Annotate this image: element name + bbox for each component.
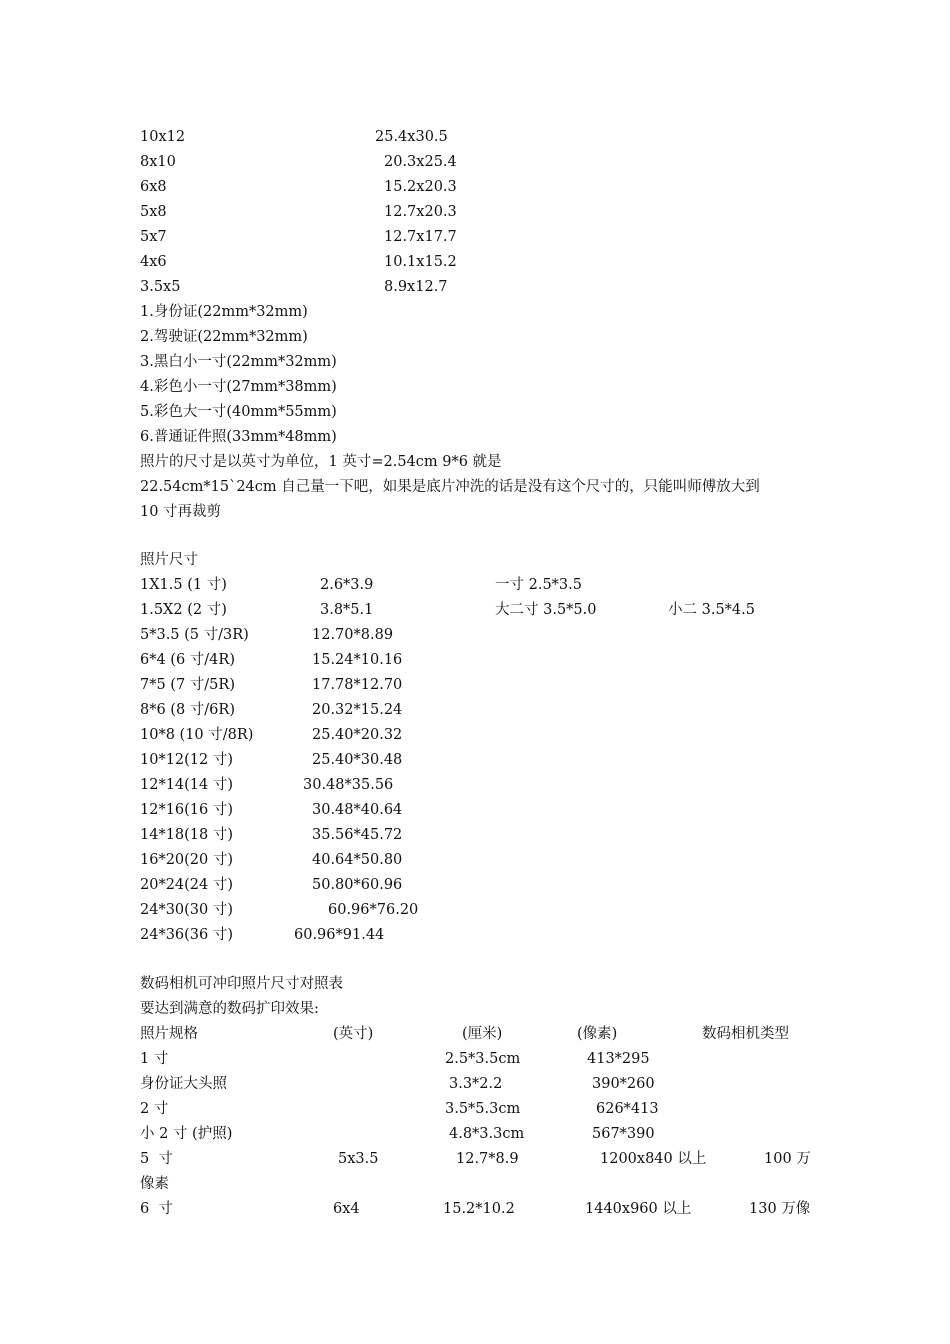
text-line: 10*12(12 寸) — [140, 752, 234, 768]
text-line: 6*4 (6 寸/4R) — [140, 652, 235, 668]
text-line: 要达到满意的数码扩印效果: — [140, 1001, 319, 1017]
text-line: 5x7 — [140, 229, 167, 245]
text-line: 7*5 (7 寸/5R) — [140, 677, 235, 693]
text-cell: 3.5*5.3cm — [445, 1101, 521, 1117]
text-line: 10 寸再裁剪 — [140, 504, 222, 520]
text-cell: 15.2*10.2 — [443, 1201, 515, 1217]
text-cell: 15.24*10.16 — [312, 652, 403, 668]
text-line: 14*18(18 寸) — [140, 827, 234, 843]
text-cell: 一寸 2.5*3.5 — [495, 577, 582, 593]
text-line: 5 寸 — [140, 1151, 173, 1167]
text-cell: 20.3x25.4 — [384, 154, 457, 170]
text-line: 1 寸 — [140, 1051, 169, 1067]
text-cell: 12.7x17.7 — [384, 229, 457, 245]
text-line: 3.5x5 — [140, 279, 181, 295]
text-line: 8*6 (8 寸/6R) — [140, 702, 235, 718]
text-cell: 12.70*8.89 — [312, 627, 394, 643]
text-cell: 2.5*3.5cm — [445, 1051, 521, 1067]
text-cell: 15.2x20.3 — [384, 179, 457, 195]
text-cell: 50.80*60.96 — [312, 877, 403, 893]
text-cell: 1200x840 以上 — [600, 1151, 707, 1167]
text-cell: 6x4 — [333, 1201, 360, 1217]
text-cell: 17.78*12.70 — [312, 677, 403, 693]
text-cell: 25.4x30.5 — [375, 129, 448, 145]
text-line: 24*36(36 寸) — [140, 927, 234, 943]
text-cell: 25.40*20.32 — [312, 727, 403, 743]
text-cell: 数码相机类型 — [702, 1026, 789, 1042]
text-line: 身份证大头照 — [140, 1076, 227, 1092]
text-cell: 10.1x15.2 — [384, 254, 457, 270]
text-cell: 567*390 — [592, 1126, 655, 1142]
text-line: 6 寸 — [140, 1201, 173, 1217]
text-line: 2 寸 — [140, 1101, 169, 1117]
text-line: 小 2 寸 (护照) — [140, 1126, 233, 1142]
text-cell: 4.8*3.3cm — [449, 1126, 525, 1142]
text-line: 6x8 — [140, 179, 167, 195]
text-line: 1.5X2 (2 寸) — [140, 602, 227, 618]
text-line: 22.54cm*15`24cm 自己量一下吧，如果是底片冲洗的话是没有这个尺寸的，只能叫师傅放大到 — [140, 479, 760, 495]
text-line: 1.身份证(22mm*32mm) — [140, 304, 308, 320]
text-cell: 626*413 — [596, 1101, 659, 1117]
text-cell: 2.6*3.9 — [320, 577, 374, 593]
text-cell: 小二 3.5*4.5 — [668, 602, 755, 618]
text-cell: 5x3.5 — [338, 1151, 379, 1167]
text-cell: 35.56*45.72 — [312, 827, 403, 843]
text-cell: 20.32*15.24 — [312, 702, 403, 718]
text-line: 数码相机可冲印照片尺寸对照表 — [140, 976, 343, 992]
text-line: 10x12 — [140, 129, 186, 145]
text-cell: 8.9x12.7 — [384, 279, 448, 295]
text-cell: 390*260 — [592, 1076, 655, 1092]
text-line: 4.彩色小一寸(27mm*38mm) — [140, 379, 337, 395]
text-line: 像素 — [140, 1176, 169, 1192]
text-cell: 12.7*8.9 — [456, 1151, 519, 1167]
text-cell: (英寸) — [333, 1026, 374, 1042]
text-line: 5x8 — [140, 204, 167, 220]
text-cell: 40.64*50.80 — [312, 852, 403, 868]
text-cell: 25.40*30.48 — [312, 752, 403, 768]
text-cell: 130 万像 — [749, 1201, 811, 1217]
text-cell: 大二寸 3.5*5.0 — [495, 602, 597, 618]
text-line: 5*3.5 (5 寸/3R) — [140, 627, 249, 643]
text-line: 照片尺寸 — [140, 552, 198, 568]
text-cell: 3.3*2.2 — [449, 1076, 503, 1092]
text-cell: 12.7x20.3 — [384, 204, 457, 220]
text-line: 照片规格 — [140, 1026, 198, 1042]
text-line: 4x6 — [140, 254, 167, 270]
text-line: 5.彩色大一寸(40mm*55mm) — [140, 404, 337, 420]
text-cell: 30.48*40.64 — [312, 802, 403, 818]
text-line: 6.普通证件照(33mm*48mm) — [140, 429, 337, 445]
text-line: 12*14(14 寸) — [140, 777, 234, 793]
text-cell: (厘米) — [462, 1026, 503, 1042]
text-line: 24*30(30 寸) — [140, 902, 234, 918]
text-cell: 100 万 — [764, 1151, 811, 1167]
text-cell: 3.8*5.1 — [320, 602, 374, 618]
text-cell: (像素) — [577, 1026, 618, 1042]
text-line: 8x10 — [140, 154, 176, 170]
text-line: 照片的尺寸是以英寸为单位，1 英寸=2.54cm 9*6 就是 — [140, 454, 502, 470]
text-cell: 413*295 — [587, 1051, 650, 1067]
text-line: 3.黑白小一寸(22mm*32mm) — [140, 354, 337, 370]
text-line: 16*20(20 寸) — [140, 852, 234, 868]
text-line: 12*16(16 寸) — [140, 802, 234, 818]
text-cell: 30.48*35.56 — [303, 777, 394, 793]
text-line: 2.驾驶证(22mm*32mm) — [140, 329, 308, 345]
text-line: 20*24(24 寸) — [140, 877, 234, 893]
text-cell: 60.96*76.20 — [328, 902, 419, 918]
text-cell: 60.96*91.44 — [294, 927, 385, 943]
text-line: 10*8 (10 寸/8R) — [140, 727, 254, 743]
text-cell: 1440x960 以上 — [585, 1201, 692, 1217]
text-line: 1X1.5 (1 寸) — [140, 577, 227, 593]
